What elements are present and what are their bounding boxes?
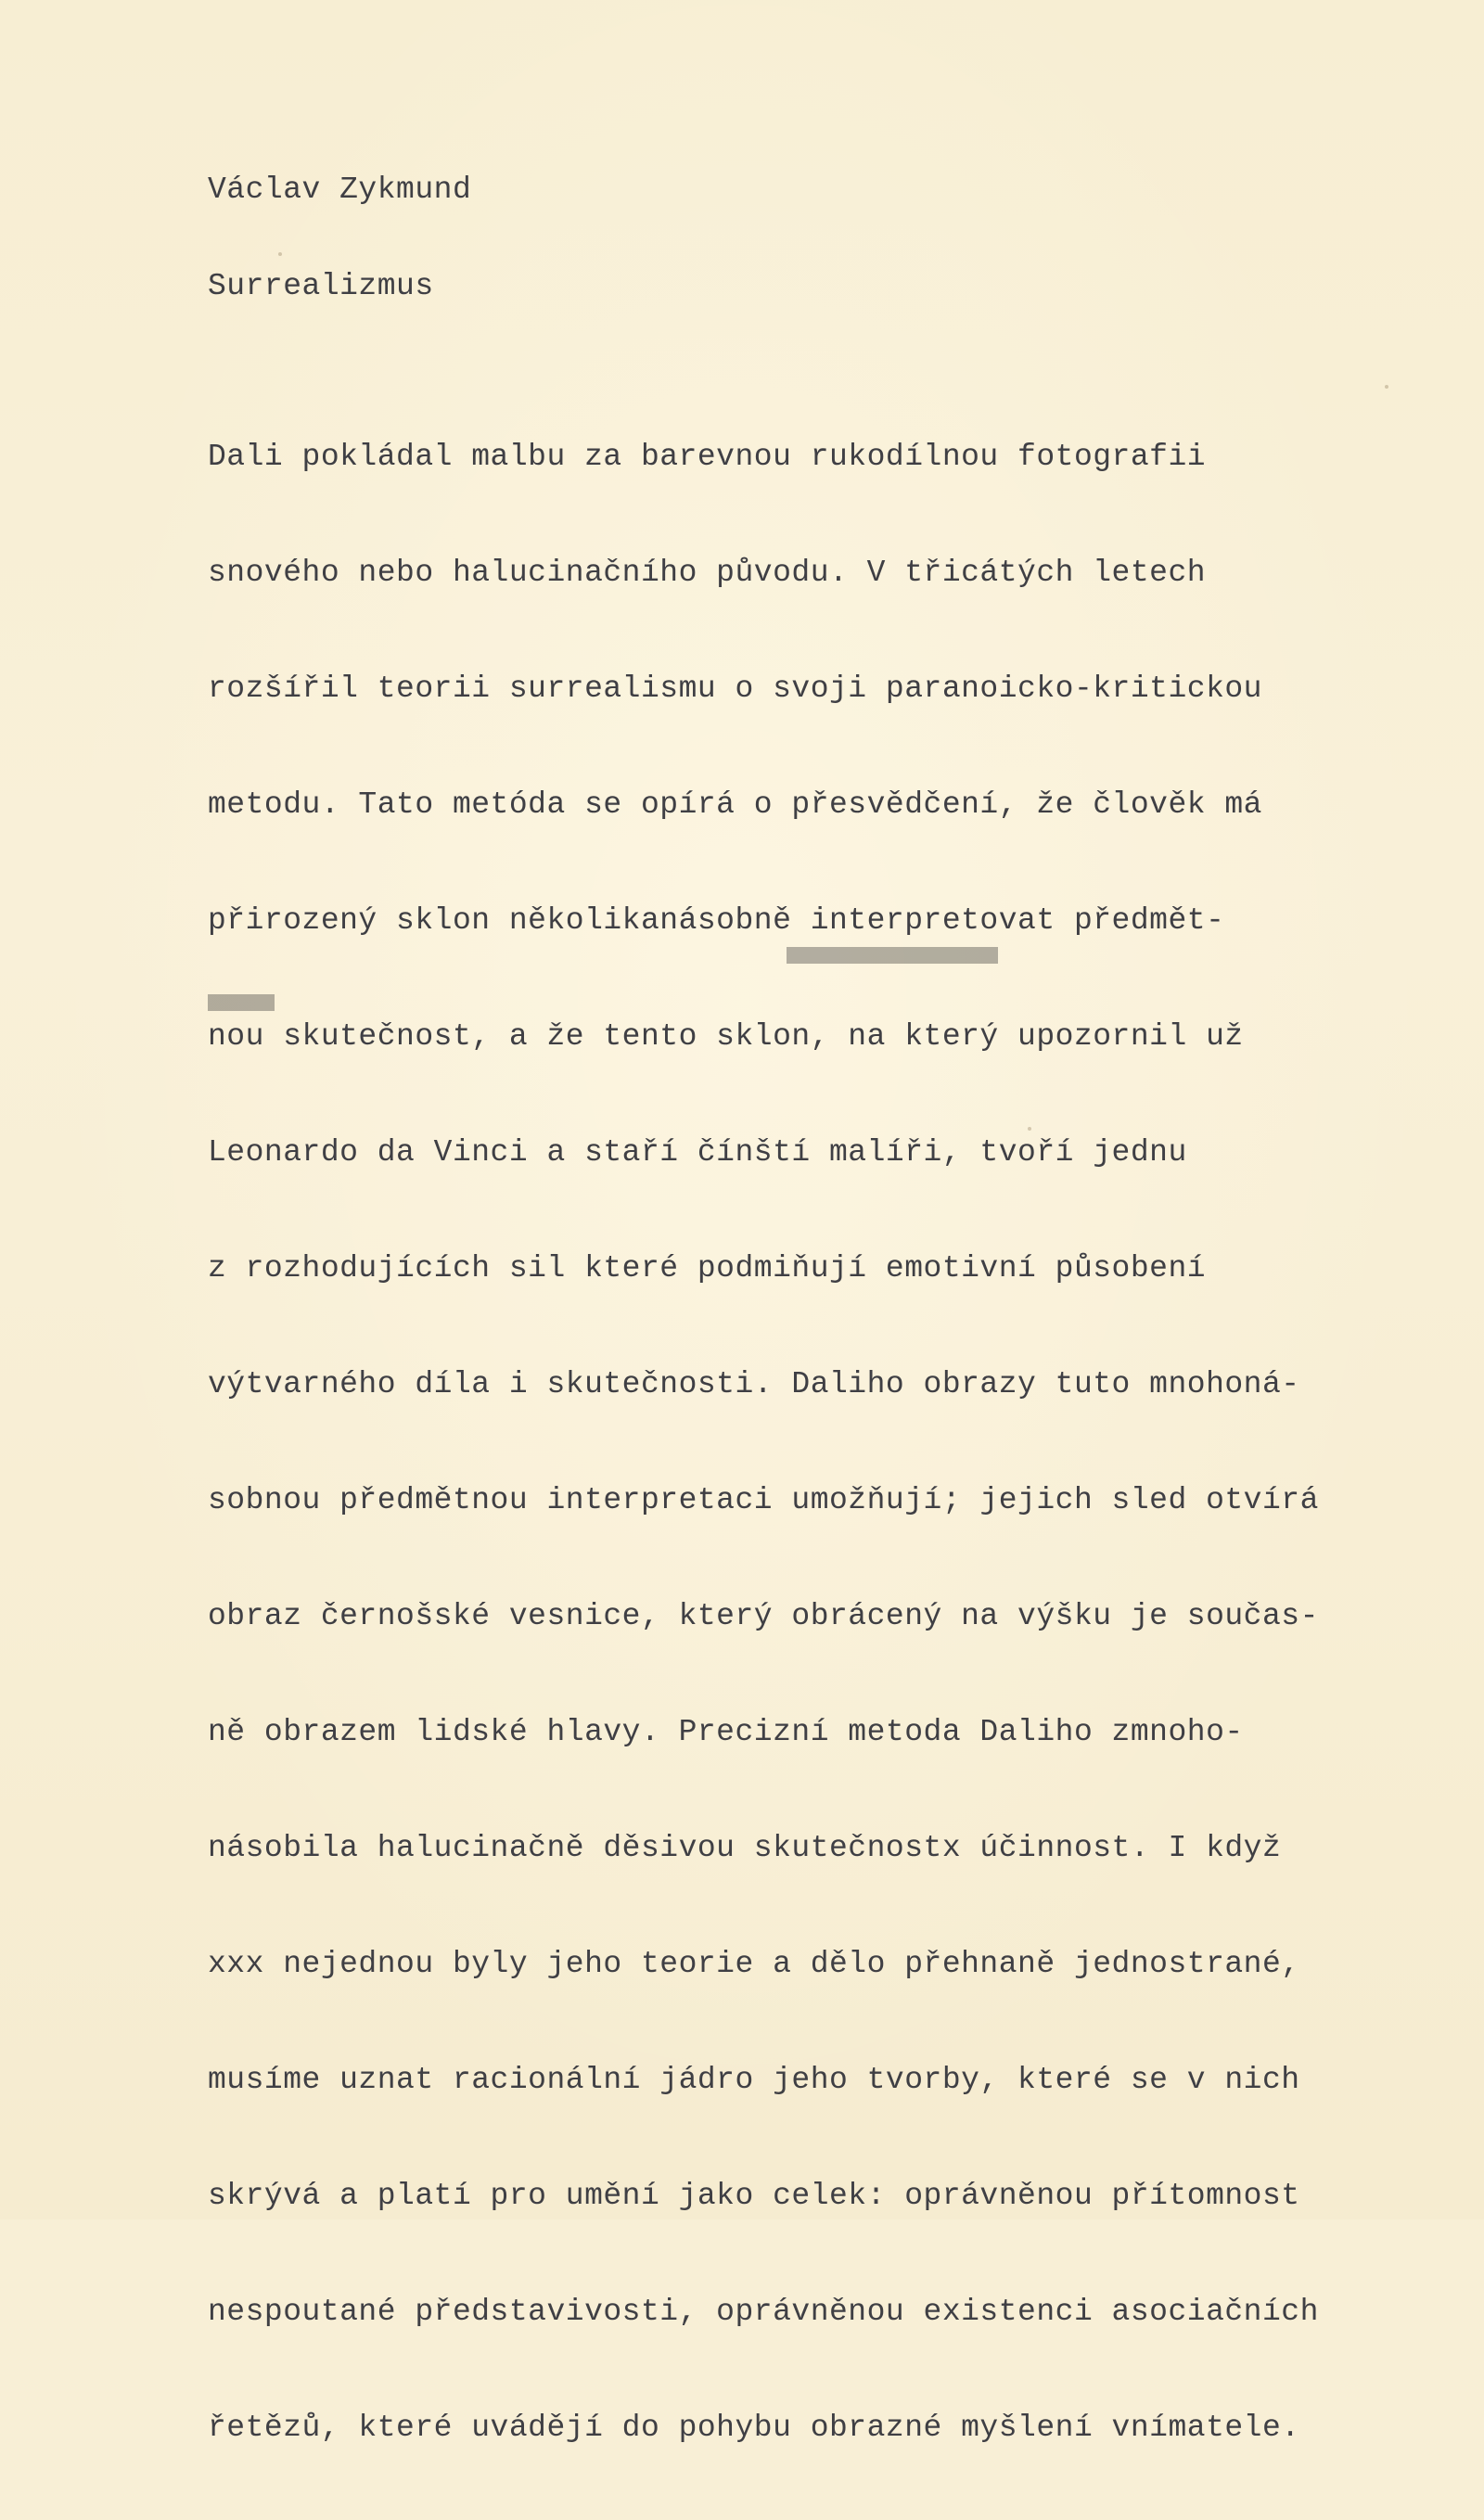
body-line: nespoutané představivosti, oprávněnou existenci asociačních [208, 2295, 1319, 2329]
body-line: Dali pokládal malbu za barevnou rukodílnou fotografii [208, 440, 1207, 474]
author-name: Václav Zykmund [208, 173, 472, 207]
paper-speck [1028, 1127, 1031, 1131]
body-line: ně obrazem lidské hlavy. Precizní metoda Daliho zmnoho- [208, 1715, 1244, 1749]
body-text [208, 365, 1319, 2520]
body-line: nou skutečnost, a že tento sklon, na který upozornil už [208, 1019, 1244, 1054]
body-line: skrývá a platí pro umění jako celek: oprávněnou přítomnost [208, 2179, 1300, 2213]
body-line: metodu. Tato metóda se opírá o přesvědčení, že člověk má [208, 787, 1262, 822]
paper-speck [1385, 385, 1388, 389]
body-line: přirozený sklon několikanásobně interpretovat předmět- [208, 903, 1225, 938]
body-line: obraz černošské vesnice, který obrácený na výšku je součas- [208, 1599, 1319, 1633]
document-title: Surrealizmus [208, 269, 434, 303]
body-line: z rozhodujících sil které podmiňují emotivní působení [208, 1251, 1207, 1286]
body-line: musíme uznat racionální jádro jeho tvorby, které se v nich [208, 2063, 1300, 2097]
body-line: násobila halucinačně děsivou skutečnostx účinnost. I když [208, 1831, 1282, 1865]
body-line: xxx nejednou byly jeho teorie a dělo přehnaně jednostrané, [208, 1947, 1300, 1981]
body-line: rozšířil teorii surrealismu o svoji paranoicko-kritickou [208, 672, 1262, 706]
body-line: řetězů, které uvádějí do pohybu obrazné myšlení vnímatele. [208, 2411, 1300, 2445]
body-line: Leonardo da Vinci a staří čínští malíři, tvoří jednu [208, 1135, 1187, 1170]
overstrike-mark [787, 947, 998, 964]
body-line: snového nebo halucinačního původu. V třicátých letech [208, 556, 1207, 590]
paper-speck [278, 252, 282, 256]
overstrike-mark [208, 994, 275, 1011]
body-line: výtvarného díla i skutečnosti. Daliho obrazy tuto mnohoná- [208, 1367, 1300, 1401]
body-line: sobnou předmětnou interpretaci umožňují; jejich sled otvírá [208, 1483, 1319, 1517]
